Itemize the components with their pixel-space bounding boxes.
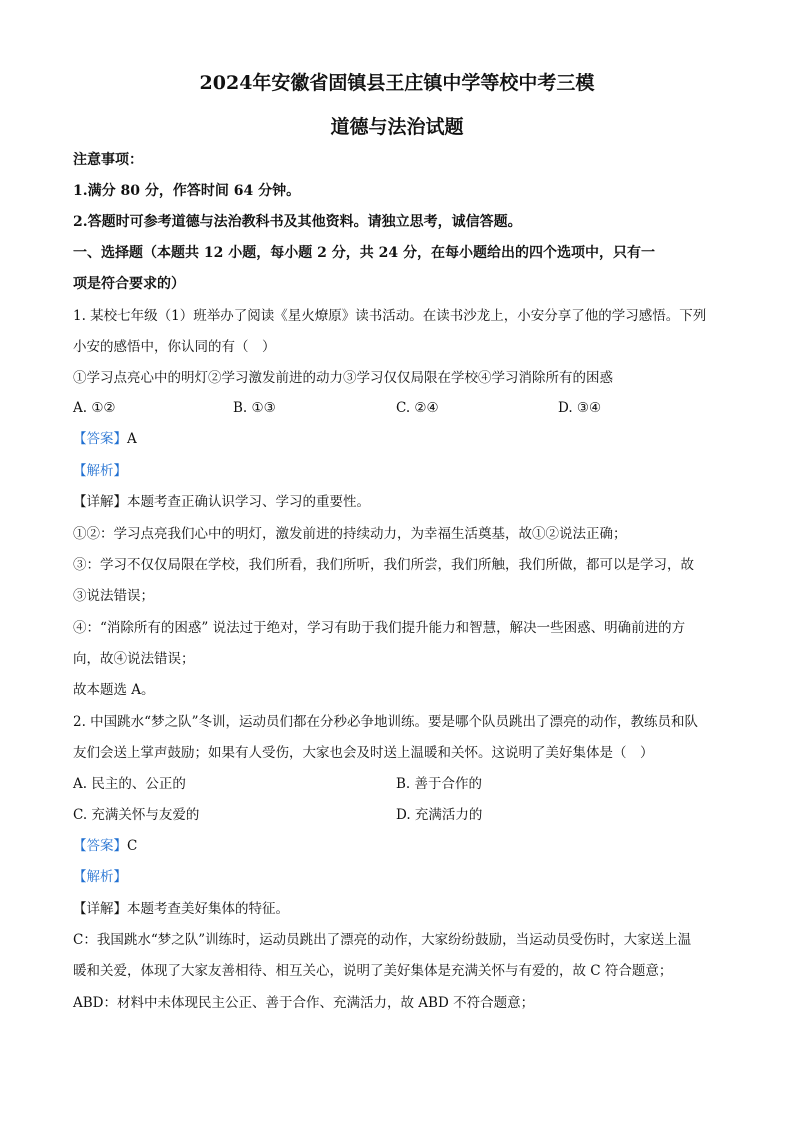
q1-analysis-tag: 【解析】 [73,463,127,479]
q1-option-d: D. ③④ [558,400,602,416]
q1-stem-line-1: 1. 某校七年级（1）班举办了阅读《星火燎原》读书活动。在读书沙龙上，小安分享了他的学习感悟。下列 [73,308,707,324]
q1-option-c: C. ②④ [396,400,439,416]
q1-answer-tag: 【答案】 [73,431,127,447]
notice-heading: 注意事项： [73,152,143,168]
q2-detail-text: 本题考查美好集体的特征。 [127,901,289,917]
q1-stem-line-2: 小安的感悟中，你认同的有（ ） [73,339,276,355]
q2-analysis-tag: 【解析】 [73,869,127,885]
q2-explanation-1a: C：我国跳水“梦之队”训练时，运动员跳出了漂亮的动作，大家纷纷鼓励，当运动员受伤时，大家送上温 [73,932,692,948]
q2-option-d: D. 充满活力的 [396,807,483,823]
q1-detail-tag: 【详解】 [73,494,127,510]
q2-option-c: C. 充满关怀与友爱的 [73,807,200,823]
q1-answer [73,429,724,449]
document-subtitle: 道德与法治试题 [330,116,464,138]
q2-explanation-1b: 暖和关爱，体现了大家友善相待、相互关心，说明了美好集体是充满关怀与有爱的，故 C 符合题意； [73,963,673,979]
notice-item-2: 2.答题时可参考道德与法治教科书及其他资料。请独立思考，诚信答题。 [73,214,522,230]
q1-explanation-3a: ④：“消除所有的困惑” 说法过于绝对，学习有助于我们提升能力和智慧，解决一些困惑、明确前进的方 [73,620,686,636]
q1-option-b: B. ①③ [233,400,276,416]
q2-answer-tag: 【答案】 [73,838,127,854]
q2-answer-value: C [127,838,138,854]
q1-statements: ①学习点亮心中的明灯②学习激发前进的动力③学习仅仅局限在学校④学习消除所有的困惑 [73,370,613,386]
q1-conclusion: 故本题选 A。 [73,682,155,698]
q2-detail-tag: 【详解】 [73,901,127,917]
q1-explanation-2b: ③说法错误； [73,588,154,604]
q2-option-a: A. 民主的、公正的 [73,776,186,792]
section-heading-line-1: 一、选择题（本题共 12 小题，每小题 2 分，共 24 分，在每小题给出的四个选项中，只有一 [73,245,655,261]
q2-stem-line-1: 2. 中国跳水“梦之队”冬训，运动员们都在分秒必争地训练。要是哪个队员跳出了漂亮的动作，教练员和队 [73,714,698,730]
q2-explanation-2: ABD：材料中未体现民主公正、善于合作、充满活力，故 ABD 不符合题意； [73,995,535,1011]
q1-detail-text: 本题考查正确认识学习、学习的重要性。 [127,494,370,510]
q1-explanation-1: ①②：学习点亮我们心中的明灯，激发前进的持续动力，为幸福生活奠基，故①②说法正确； [73,526,627,542]
q2-answer [73,836,724,856]
q1-explanation-2a: ③：学习不仅仅局限在学校，我们所看，我们所听，我们所尝，我们所触，我们所做，都可以是学习，故 [73,557,694,573]
q1-explanation-3b: 向，故④说法错误； [73,651,195,667]
section-heading-line-2: 项是符合要求的） [73,276,185,292]
q1-detail [73,492,724,512]
notice-item-1: 1.满分 80 分，作答时间 64 分钟。 [73,183,301,199]
q1-answer-value: A [127,431,137,447]
q1-option-a: A. ①② [73,400,116,416]
document-title: 2024年安徽省固镇县王庄镇中学等校中考三模 [199,72,595,94]
q2-option-b: B. 善于合作的 [396,776,483,792]
q2-detail [73,899,724,919]
q2-stem-line-2: 友们会送上掌声鼓励；如果有人受伤，大家也会及时送上温暖和关怀。这说明了美好集体是（ ） [73,745,654,761]
